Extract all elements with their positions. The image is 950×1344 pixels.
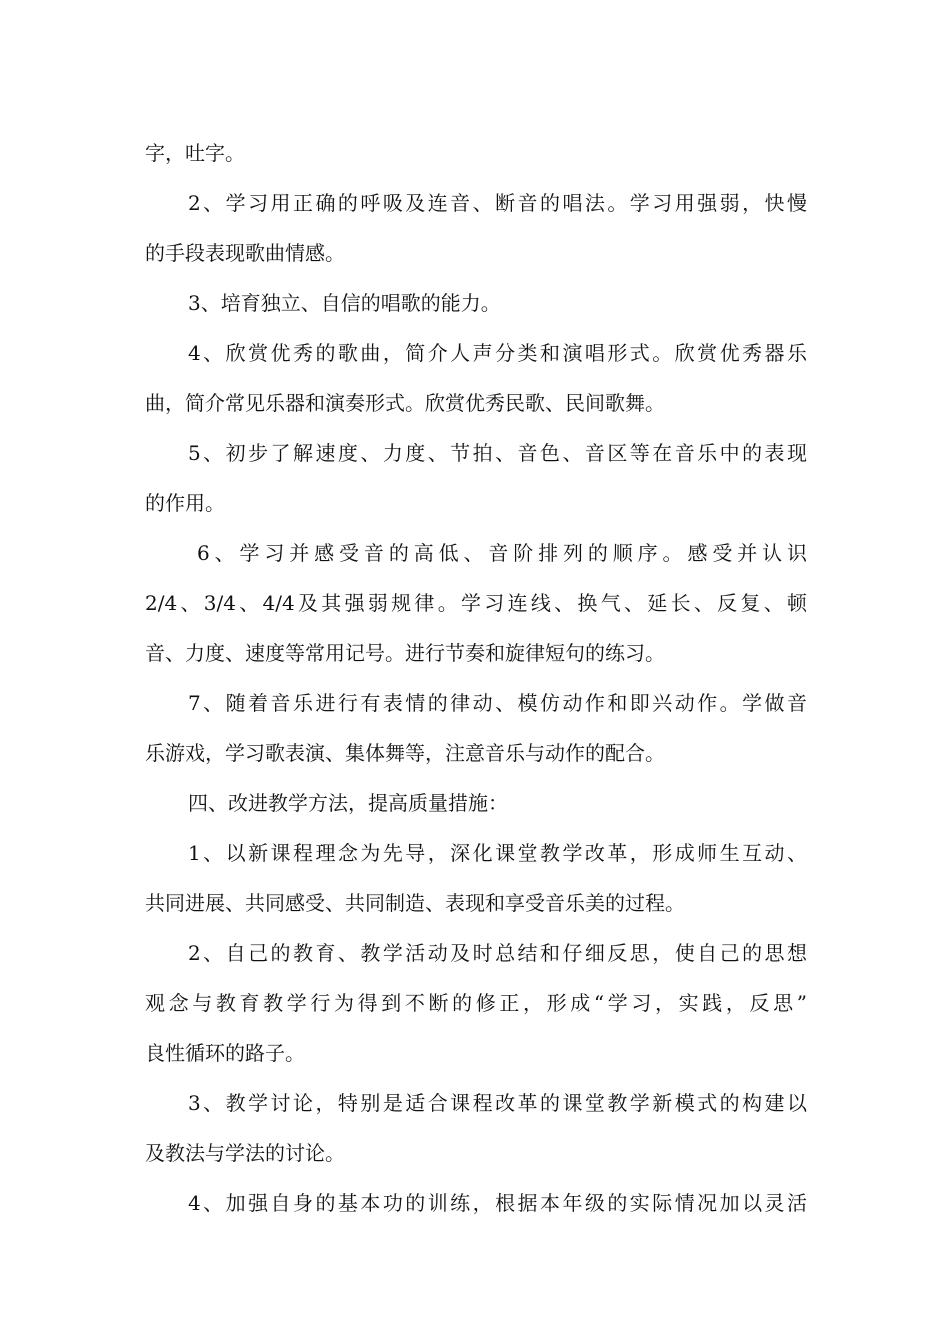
text-line-20: 3、教学讨论，特别是适合课程改革的课堂教学新模式的构建以 bbox=[188, 1091, 807, 1115]
text-line-11: 音、力度、速度等常用记号。进行节奏和旋律短句的练习。 bbox=[145, 641, 665, 665]
text-line-16: 共同进展、共同感受、共同制造、表现和享受音乐美的过程。 bbox=[145, 891, 685, 915]
text-line-4: 3、培育独立、自信的唱歌的能力。 bbox=[188, 291, 501, 315]
section-heading: 四、改进教学方法，提高质量措施： bbox=[188, 791, 508, 815]
text-line-19: 良性循环的路子。 bbox=[145, 1041, 305, 1065]
text-line-1: 字，吐字。 bbox=[145, 141, 245, 165]
text-line-10: 2/4、3/4、4/4及其强弱规律。学习连线、换气、延长、反复、顿 bbox=[145, 591, 807, 615]
text-line-15: 1、以新课程理念为先导，深化课堂教学改革，形成师生互动、 bbox=[188, 841, 807, 865]
text-line-13: 乐游戏，学习歌表演、集体舞等，注意音乐与动作的配合。 bbox=[145, 741, 665, 765]
text-line-3: 的手段表现歌曲情感。 bbox=[145, 241, 345, 265]
text-line-17: 2、自己的教育、教学活动及时总结和仔细反思，使自己的思想 bbox=[188, 941, 807, 965]
text-line-7: 5、初步了解速度、力度、节拍、音色、音区等在音乐中的表现 bbox=[188, 441, 807, 465]
text-line-5: 4、欣赏优秀的歌曲，简介人声分类和演唱形式。欣赏优秀器乐 bbox=[188, 341, 807, 365]
text-line-8: 的作用。 bbox=[145, 491, 225, 515]
text-line-6: 曲，简介常见乐器和演奏形式。欣赏优秀民歌、民间歌舞。 bbox=[145, 391, 665, 415]
text-line-9: 6、学习并感受音的高低、音阶排列的顺序。感受并认识 bbox=[197, 541, 807, 565]
text-line-18: 观念与教育教学行为得到不断的修正，形成“学习，实践，反思” bbox=[145, 991, 807, 1015]
text-line-22: 4、加强自身的基本功的训练，根据本年级的实际情况加以灵活 bbox=[188, 1191, 807, 1215]
text-line-2: 2、学习用正确的呼吸及连音、断音的唱法。学习用强弱，快慢 bbox=[188, 191, 807, 215]
text-line-12: 7、随着音乐进行有表情的律动、模仿动作和即兴动作。学做音 bbox=[188, 691, 807, 715]
text-line-21: 及教法与学法的讨论。 bbox=[145, 1141, 345, 1165]
